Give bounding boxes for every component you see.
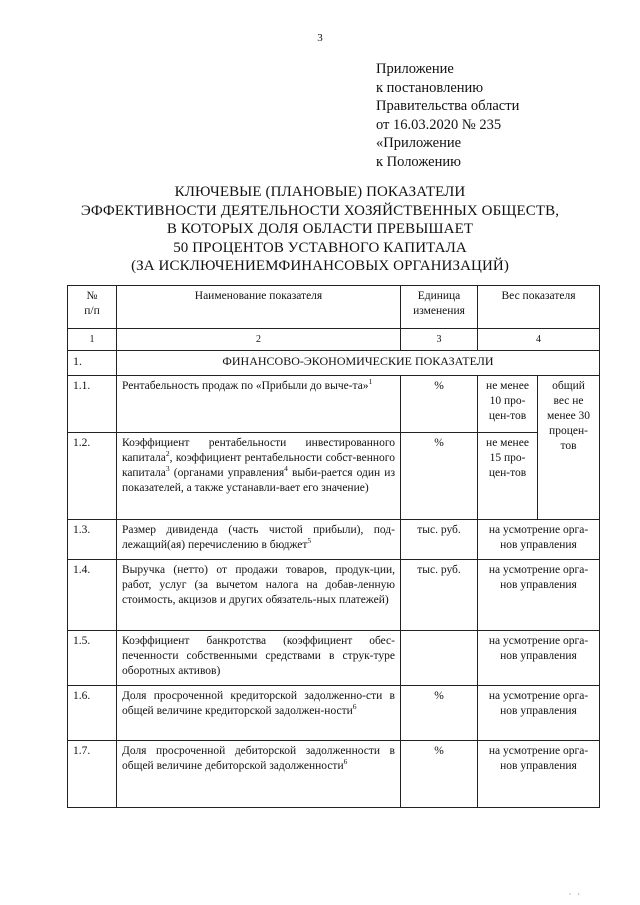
column-index: 2	[117, 329, 401, 351]
row-weight: не менее 10 про-цен-тов	[478, 376, 538, 433]
column-index: 4	[478, 329, 600, 351]
footnote-mark: 5	[307, 536, 312, 546]
title-line: (ЗА ИСКЛЮЧЕНИЕМФИНАНСОВЫХ ОРГАНИЗАЦИЙ)	[131, 258, 509, 274]
footnote-mark: 3	[165, 464, 170, 474]
row-unit	[401, 631, 478, 686]
row-num: 1.5.	[68, 631, 117, 686]
table-row	[68, 520, 600, 560]
row-num: 1.3.	[68, 520, 117, 560]
section-num: 1.	[68, 351, 117, 376]
table-row	[68, 433, 600, 520]
row-unit: %	[401, 686, 478, 741]
header-unit: Единица изменения	[401, 286, 478, 329]
table-row	[68, 631, 600, 686]
page-number: 3	[317, 32, 323, 44]
header-name: Наименование показателя	[117, 286, 401, 329]
footnote-mark: 4	[284, 464, 288, 474]
combined-weight: общий вес не менее 30 процен-тов	[538, 376, 600, 520]
table-row	[68, 686, 600, 741]
table-row	[68, 376, 600, 433]
row-num: 1.7.	[68, 741, 117, 808]
row-unit: тыс. руб.	[401, 520, 478, 560]
section-row	[68, 351, 600, 376]
row-num: 1.4.	[68, 560, 117, 631]
title-line: 50 ПРОЦЕНТОВ УСТАВНОГО КАПИТАЛА	[173, 239, 467, 256]
row-name: Доля просроченной дебиторской задолженности в общей величине дебиторской задолженности$^6$	[117, 741, 401, 808]
appendix-line: Приложение	[376, 61, 454, 77]
row-name: Выручка (нетто) от продажи товаров, продук-ции, работ, услуг (за вычетом налога на добав-ленную стоимость, акцизов и других обязатель-ных платежей)	[117, 560, 401, 631]
column-index-row	[68, 329, 600, 351]
header-weight: Вес показателя	[478, 286, 600, 329]
row-num: 1.2.	[68, 433, 117, 520]
appendix-line: к Положению	[376, 153, 461, 170]
row-weight: на усмотрение орга-нов управления	[478, 631, 600, 686]
column-index: 3	[401, 329, 478, 351]
row-num: 1.6.	[68, 686, 117, 741]
row-unit: %	[401, 433, 478, 520]
scan-mark: · ·	[568, 890, 580, 899]
row-weight: не менее 15 про-цен-тов	[478, 433, 538, 520]
title-line: КЛЮЧЕВЫЕ (ПЛАНОВЫЕ) ПОКАЗАТЕЛИ	[174, 184, 466, 200]
row-unit: тыс. руб.	[401, 560, 478, 631]
title-line: В КОТОРЫХ ДОЛЯ ОБЛАСТИ ПРЕВЫШАЕТ	[166, 221, 474, 237]
appendix-line: Правительства области	[376, 98, 520, 114]
section-title: ФИНАНСОВО-ЭКОНОМИЧЕСКИЕ ПОКАЗАТЕЛИ	[117, 351, 600, 376]
indicators-table	[67, 285, 600, 808]
appendix-line: к постановлению	[376, 79, 484, 96]
row-name: Рентабельность продаж по «Прибыли до выче-та»$^1$	[117, 376, 401, 433]
row-unit: %	[401, 741, 478, 808]
footnote-mark: 6	[343, 757, 348, 767]
row-num: 1.1.	[68, 376, 117, 433]
document-title	[40, 183, 600, 276]
row-weight: на усмотрение орга-нов управления	[478, 686, 600, 741]
row-name: Размер дивиденда (часть чистой прибыли), под-лежащий(ая) перечислению в бюджет$^5$	[117, 520, 401, 560]
row-weight: на усмотрение орга-нов управления	[478, 741, 600, 808]
title-line: ЭФФЕКТИВНОСТИ ДЕЯТЕЛЬНОСТИ ХОЗЯЙСТВЕННЫХ ОБЩЕСТВ,	[80, 202, 560, 219]
table-header-row	[68, 286, 600, 329]
footnote-mark: 1	[368, 377, 373, 387]
row-unit: %	[401, 376, 478, 433]
row-weight: на усмотрение орга-нов управления	[478, 520, 600, 560]
row-weight: на усмотрение орга-нов управления	[478, 560, 600, 631]
appendix-line: «Приложение	[376, 135, 462, 151]
footnote-mark: 2	[165, 449, 170, 459]
row-name: Коэффициент банкротства (коэффициент обес-печенности собственными средствами в струк-туре оборотных активов)	[117, 631, 401, 686]
appendix-line: от 16.03.2020 № 235	[376, 116, 502, 133]
appendix-block	[376, 60, 519, 171]
footnote-mark: 6	[352, 702, 357, 712]
row-name: Коэффициент рентабельности инвестированного капитала$^2$, коэффициент рентабельности собст-венного капитала$^3$ (органами управления$^4$ выби-рается один из показателей, а также устанавли-вает его значение)	[117, 433, 401, 520]
table-row	[68, 560, 600, 631]
column-index: 1	[68, 329, 117, 351]
table-row	[68, 741, 600, 808]
row-name: Доля просроченной кредиторской задолженно-сти в общей величине кредиторской задолжен-ности$^6$	[117, 686, 401, 741]
header-num: № п/п	[68, 286, 117, 329]
